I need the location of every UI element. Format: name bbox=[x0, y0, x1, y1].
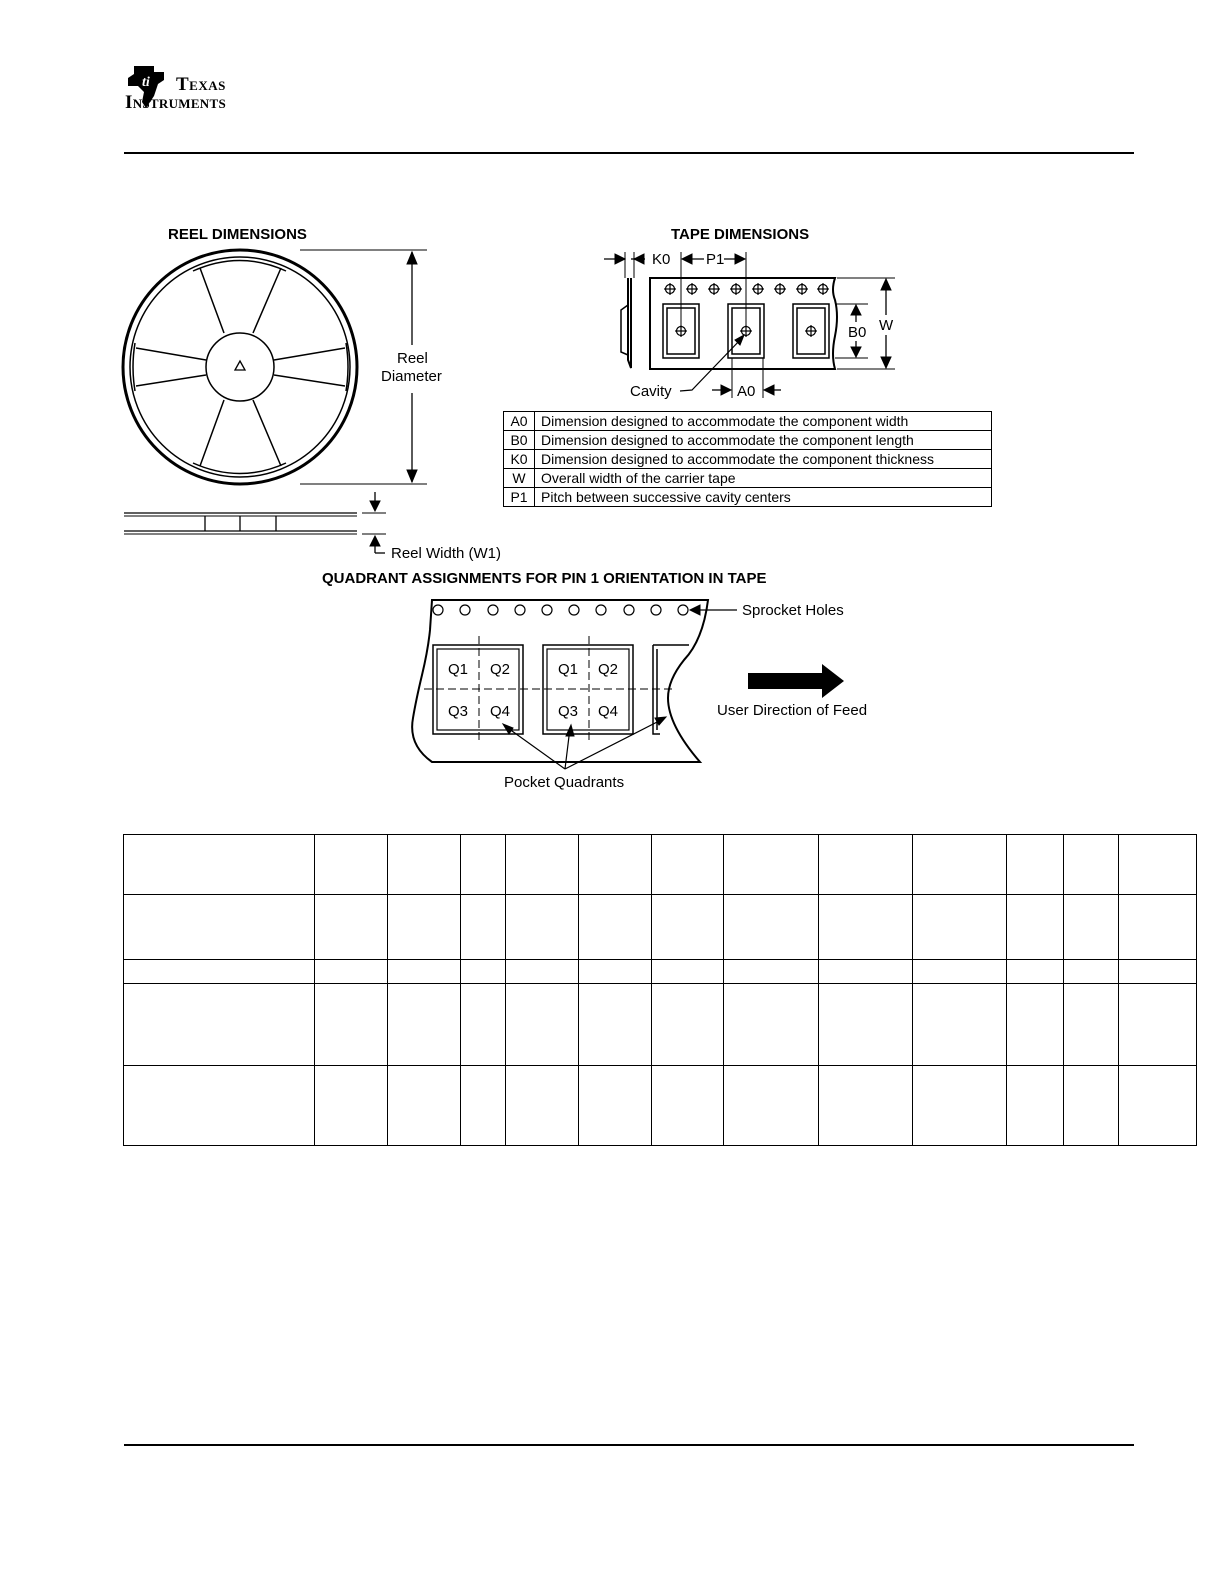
table-header-row bbox=[124, 835, 1197, 895]
legend-key: A0 bbox=[504, 412, 535, 431]
table-row bbox=[124, 960, 1197, 984]
reel-width-label: Reel Width (W1) bbox=[391, 545, 502, 562]
reel-diameter-label-1: Reel bbox=[397, 350, 428, 367]
pocket-quadrants-label: Pocket Quadrants bbox=[504, 774, 625, 791]
table-row bbox=[124, 1066, 1197, 1146]
pocket2-q2-label: Q2 bbox=[598, 661, 619, 678]
svg-text:ti: ti bbox=[142, 75, 150, 90]
reel-diameter-label-2: Diameter bbox=[381, 368, 442, 385]
legend-key: P1 bbox=[504, 488, 535, 507]
table-row bbox=[124, 895, 1197, 960]
quadrant-title: QUADRANT ASSIGNMENTS FOR PIN 1 ORIENTATION IN TAPE bbox=[322, 570, 767, 587]
reel-drawing bbox=[123, 250, 357, 484]
sprocket-holes-label: Sprocket Holes bbox=[742, 602, 844, 619]
reel-side-view bbox=[124, 492, 386, 553]
tape-w-label: W bbox=[879, 317, 894, 334]
tape-p1-label: P1 bbox=[706, 251, 725, 268]
tape-dimension-legend bbox=[503, 411, 992, 507]
logo-text-texas: Texas bbox=[176, 74, 226, 95]
logo-text-instruments: Instruments bbox=[125, 92, 226, 113]
legend-key: B0 bbox=[504, 431, 535, 450]
pocket1-q4-label: Q4 bbox=[490, 703, 511, 720]
legend-desc: Pitch between successive cavity centers bbox=[535, 488, 992, 507]
legend-row bbox=[504, 469, 992, 488]
reel-data-table bbox=[123, 834, 1197, 1146]
tape-a0-label: A0 bbox=[737, 383, 756, 400]
footer-rule bbox=[124, 1444, 1134, 1446]
legend-row bbox=[504, 488, 992, 507]
quadrant-drawing bbox=[412, 600, 737, 769]
feed-direction-label: User Direction of Feed bbox=[717, 702, 868, 719]
legend-row bbox=[504, 431, 992, 450]
legend-desc: Dimension designed to accommodate the component thickness bbox=[535, 450, 992, 469]
legend-desc: Dimension designed to accommodate the component length bbox=[535, 431, 992, 450]
legend-key: W bbox=[504, 469, 535, 488]
legend-row bbox=[504, 450, 992, 469]
pocket2-q3-label: Q3 bbox=[558, 703, 579, 720]
pocket1-q1-label: Q1 bbox=[448, 661, 469, 678]
reel-title: REEL DIMENSIONS bbox=[168, 226, 307, 243]
reel-diameter-dimension bbox=[300, 250, 427, 484]
legend-key: K0 bbox=[504, 450, 535, 469]
tape-title: TAPE DIMENSIONS bbox=[671, 226, 810, 243]
legend-row bbox=[504, 412, 992, 431]
table-row bbox=[124, 984, 1197, 1066]
pocket1-q3-label: Q3 bbox=[448, 703, 469, 720]
tape-b0-label: B0 bbox=[848, 324, 867, 341]
legend-desc: Overall width of the carrier tape bbox=[535, 469, 992, 488]
pocket2-q1-label: Q1 bbox=[558, 661, 579, 678]
feed-direction-arrow-icon bbox=[748, 664, 844, 698]
legend-desc: Dimension designed to accommodate the component width bbox=[535, 412, 992, 431]
tape-k0-label: K0 bbox=[652, 251, 671, 268]
tape-cavity-label: Cavity bbox=[630, 383, 672, 400]
pocket1-q2-label: Q2 bbox=[490, 661, 511, 678]
pocket2-q4-label: Q4 bbox=[598, 703, 619, 720]
